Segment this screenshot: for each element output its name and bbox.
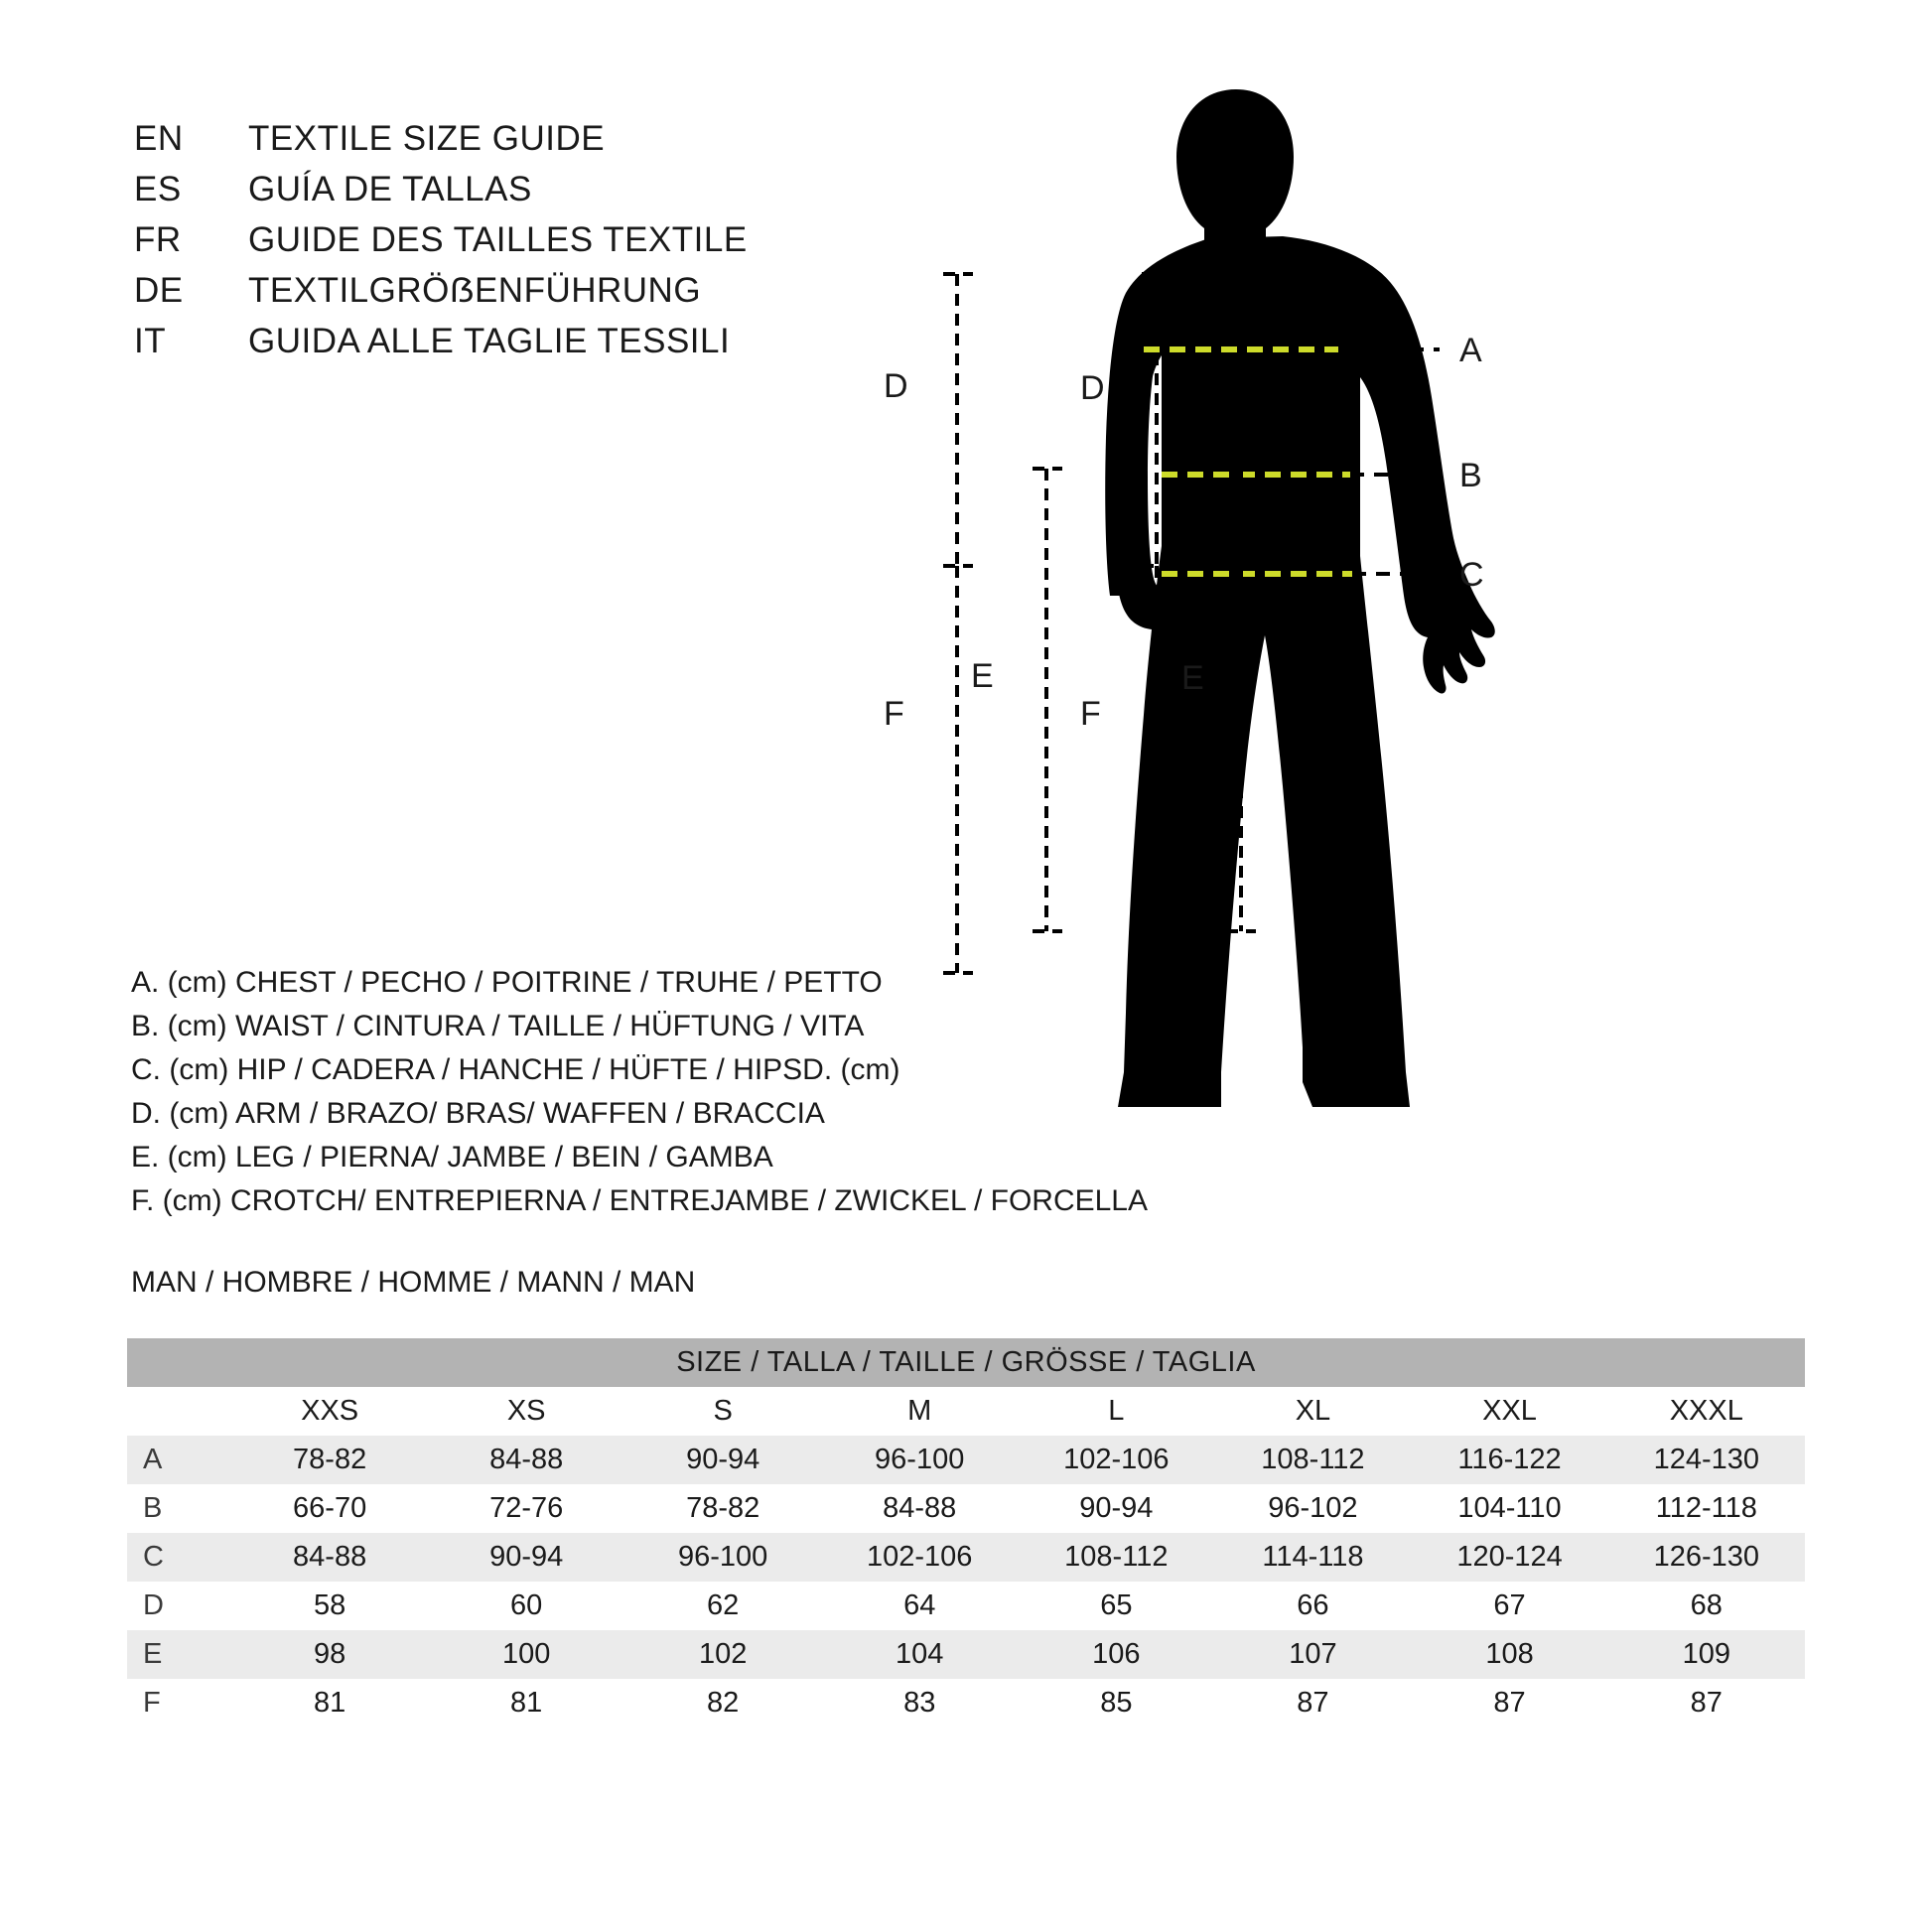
cell-a-xxxl: 124-130 (1608, 1436, 1805, 1484)
cell-a-xxl: 116-122 (1411, 1436, 1607, 1484)
title-lang-de: DE (134, 271, 184, 310)
cell-d-l: 65 (1018, 1582, 1214, 1630)
cell-b-xs: 72-76 (428, 1484, 624, 1533)
cell-b-xxxl: 112-118 (1608, 1484, 1805, 1533)
legend-item-a: A. (cm) CHEST / PECHO / POITRINE / TRUHE / PETTO (131, 966, 883, 999)
cell-c-l: 108-112 (1018, 1533, 1214, 1582)
col-header-xs: XS (428, 1387, 624, 1436)
title-row-de (134, 271, 748, 322)
cell-f-l: 85 (1018, 1679, 1214, 1727)
cell-f-s: 82 (624, 1679, 821, 1727)
cell-c-m: 102-106 (821, 1533, 1018, 1582)
cell-b-m: 84-88 (821, 1484, 1018, 1533)
table-row (127, 1679, 1805, 1727)
title-text-en: TEXTILE SIZE GUIDE (248, 119, 606, 158)
title-text-fr: GUIDE DES TAILLES TEXTILE (248, 220, 748, 259)
legend-item-d: D. (cm) ARM / BRAZO/ BRAS/ WAFFEN / BRACCIA (131, 1097, 825, 1130)
table-header-row (127, 1387, 1805, 1436)
col-header-s: S (624, 1387, 821, 1436)
marker-label-d: D (1080, 369, 1105, 407)
row-label-d: D (127, 1582, 231, 1630)
cell-f-xxxl: 87 (1608, 1679, 1805, 1727)
cell-c-xs: 90-94 (428, 1533, 624, 1582)
marker-label-b: B (1459, 457, 1482, 494)
col-header-xl: XL (1214, 1387, 1411, 1436)
title-text-de: TEXTILGRÖẞENFÜHRUNG (248, 271, 702, 310)
col-header-l: L (1018, 1387, 1214, 1436)
table-row (127, 1484, 1805, 1533)
bracket-f (884, 566, 973, 973)
table-corner-cell (127, 1387, 231, 1436)
cell-b-s: 78-82 (624, 1484, 821, 1533)
cell-a-m: 96-100 (821, 1436, 1018, 1484)
cell-e-s: 102 (624, 1630, 821, 1679)
cell-e-xxs: 98 (231, 1630, 428, 1679)
title-block (134, 119, 748, 372)
cell-d-xl: 66 (1214, 1582, 1411, 1630)
table-row (127, 1533, 1805, 1582)
cell-a-xxs: 78-82 (231, 1436, 428, 1484)
measurement-legend (131, 961, 1148, 1223)
cell-f-xs: 81 (428, 1679, 624, 1727)
cell-d-m: 64 (821, 1582, 1018, 1630)
col-header-xxxl: XXXL (1608, 1387, 1805, 1436)
cell-b-xxs: 66-70 (231, 1484, 428, 1533)
cell-a-l: 102-106 (1018, 1436, 1214, 1484)
size-table (127, 1338, 1805, 1727)
cell-f-m: 83 (821, 1679, 1018, 1727)
body-measurement-diagram (884, 79, 1886, 1201)
cell-e-xxl: 108 (1411, 1630, 1607, 1679)
title-lang-en: EN (134, 119, 184, 158)
title-row-es (134, 170, 748, 220)
cell-e-xs: 100 (428, 1630, 624, 1679)
gender-label: MAN / HOMBRE / HOMME / MANN / MAN (131, 1266, 696, 1299)
cell-d-xxxl: 68 (1608, 1582, 1805, 1630)
table-row (127, 1436, 1805, 1484)
cell-d-xxs: 58 (231, 1582, 428, 1630)
cell-e-xl: 107 (1214, 1630, 1411, 1679)
table-caption-row (127, 1338, 1805, 1387)
cell-e-l: 106 (1018, 1630, 1214, 1679)
title-lang-it: IT (134, 322, 167, 360)
title-row-it (134, 322, 748, 372)
row-label-e: E (127, 1630, 231, 1679)
col-header-xxs: XXS (231, 1387, 428, 1436)
cell-a-xs: 84-88 (428, 1436, 624, 1484)
table-caption: SIZE / TALLA / TAILLE / GRÖSSE / TAGLIA (127, 1338, 1805, 1387)
cell-c-xxxl: 126-130 (1608, 1533, 1805, 1582)
bracket-d (884, 274, 973, 566)
cell-c-xl: 114-118 (1214, 1533, 1411, 1582)
title-lang-es: ES (134, 170, 182, 208)
cell-d-s: 62 (624, 1582, 821, 1630)
marker-label-e: E (1181, 659, 1204, 697)
cell-e-m: 104 (821, 1630, 1018, 1679)
legend-item-c: C. (cm) HIP / CADERA / HANCHE / HÜFTE / HIPSD. (cm) (131, 1053, 900, 1086)
cell-d-xs: 60 (428, 1582, 624, 1630)
row-label-a: A (127, 1436, 231, 1484)
row-label-f: F (127, 1679, 231, 1727)
svg-text:D: D (884, 367, 908, 405)
cell-d-xxl: 67 (1411, 1582, 1607, 1630)
cell-f-xxl: 87 (1411, 1679, 1607, 1727)
marker-label-c: C (1459, 556, 1484, 594)
man-silhouette-icon (1105, 89, 1495, 1107)
title-row-en (134, 119, 748, 170)
svg-text:F: F (884, 695, 904, 733)
col-header-m: M (821, 1387, 1018, 1436)
cell-b-xl: 96-102 (1214, 1484, 1411, 1533)
marker-label-a: A (1459, 332, 1482, 369)
row-label-c: C (127, 1533, 231, 1582)
row-label-b: B (127, 1484, 231, 1533)
title-lang-fr: FR (134, 220, 182, 259)
cell-f-xxs: 81 (231, 1679, 428, 1727)
cell-c-xxl: 120-124 (1411, 1533, 1607, 1582)
cell-c-xxs: 84-88 (231, 1533, 428, 1582)
cell-c-s: 96-100 (624, 1533, 821, 1582)
cell-b-xxl: 104-110 (1411, 1484, 1607, 1533)
title-text-es: GUÍA DE TALLAS (248, 170, 532, 208)
table-row (127, 1630, 1805, 1679)
legend-item-b: B. (cm) WAIST / CINTURA / TAILLE / HÜFTUNG / VITA (131, 1010, 865, 1042)
title-row-fr (134, 220, 748, 271)
legend-item-f: F. (cm) CROTCH/ ENTREPIERNA / ENTREJAMBE / ZWICKEL / FORCELLA (131, 1184, 1148, 1217)
marker-label-f: F (1080, 695, 1101, 733)
legend-item-e: E. (cm) LEG / PIERNA/ JAMBE / BEIN / GAMBA (131, 1141, 773, 1173)
bracket-e (971, 469, 1062, 931)
svg-text:E: E (971, 657, 994, 695)
cell-b-l: 90-94 (1018, 1484, 1214, 1533)
cell-f-xl: 87 (1214, 1679, 1411, 1727)
col-header-xxl: XXL (1411, 1387, 1607, 1436)
cell-a-s: 90-94 (624, 1436, 821, 1484)
title-text-it: GUIDA ALLE TAGLIE TESSILI (248, 322, 731, 360)
cell-a-xl: 108-112 (1214, 1436, 1411, 1484)
table-row (127, 1582, 1805, 1630)
cell-e-xxxl: 109 (1608, 1630, 1805, 1679)
